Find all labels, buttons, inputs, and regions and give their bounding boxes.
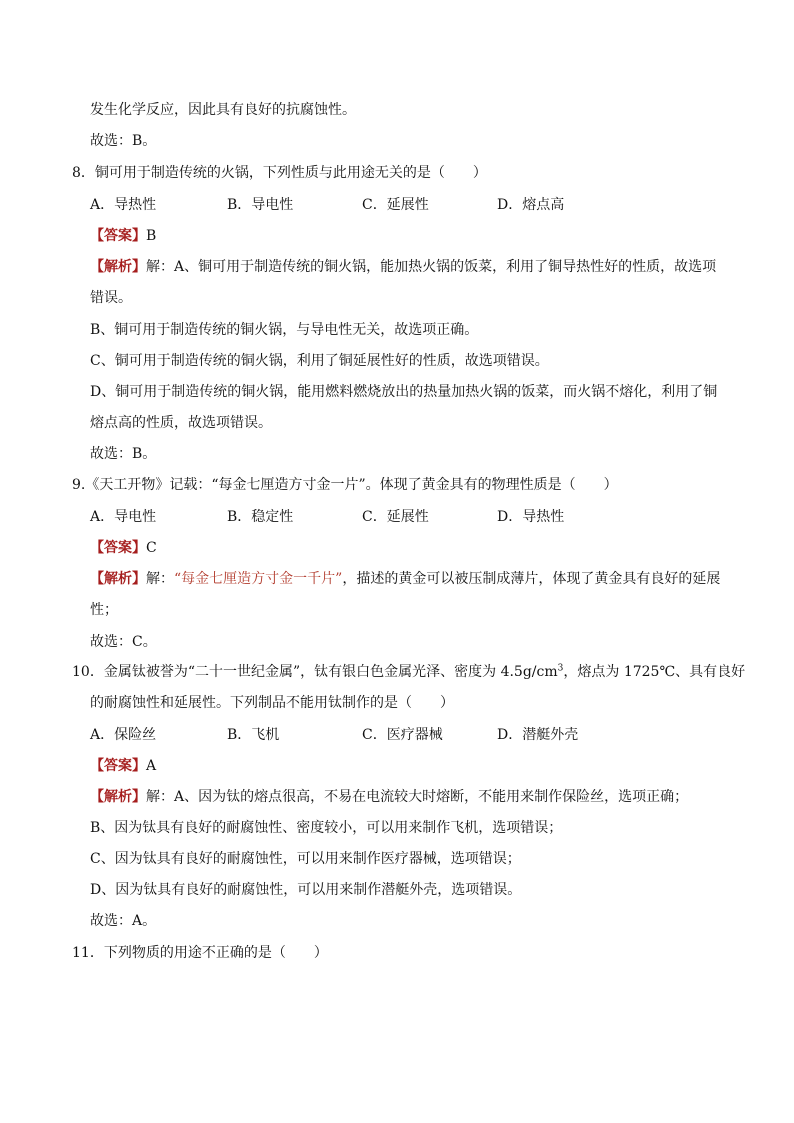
question-10-stem-line-2: 的耐腐蚀性和延展性。下列制品不能用钛制作的是（ ） [90,695,454,711]
q9-choice: 故选：C。 [90,634,157,650]
answer-tag: 【答案】 [90,758,146,774]
q10-answer [90,756,156,776]
q8-option-b: B．导电性 [227,197,294,213]
answer-value: C [146,540,157,556]
q8-analysis-line-1b: 错误。 [90,290,132,306]
q10-option-b: B．飞机 [227,727,280,743]
analysis-tag: 【解析】 [90,259,146,275]
q8-answer [90,226,156,246]
q10-analysis-line-2: B、因为钛具有良好的耐腐蚀性、密度较小，可以用来制作飞机，选项错误； [90,820,563,836]
q10-option-d: D．潜艇外壳 [497,727,579,743]
q9-option-d: D．导热性 [497,509,565,525]
question-9-stem: 9.《天工开物》记载：“每金七厘造方寸金一片”。体现了黄金具有的物理性质是（ ） [72,477,618,493]
question-8-stem: 8．铜可用于制造传统的火锅，下列性质与此用途无关的是（ ） [72,165,487,181]
q9-analysis-line-1 [90,569,720,589]
analysis-text: 解：A、因为钛的熔点很高，不易在电流较大时熔断，不能用来制作保险丝，选项正确； [146,789,689,805]
q10-option-c: C．医疗器械 [362,727,443,743]
q10-analysis-line-3: C、因为钛具有良好的耐腐蚀性，可以用来制作医疗器械，选项错误； [90,851,521,867]
q10-analysis-line-1 [90,787,688,807]
answer-value: A [146,758,157,774]
answer-tag: 【答案】 [90,228,146,244]
answer-value: B [146,228,157,244]
q8-analysis-line-4b: 熔点高的性质，故选项错误。 [90,415,272,431]
analysis-tag: 【解析】 [90,571,146,587]
continued-text: 发生化学反应，因此具有良好的抗腐蚀性。 [90,102,356,118]
q8-option-a: A．导热性 [90,197,157,213]
quoted-text: “每金七厘造方寸金一千片” [174,571,343,587]
superscript: 3 [557,663,564,674]
q8-option-c: C．延展性 [362,197,429,213]
q8-choice: 故选：B。 [90,446,157,462]
q9-answer [90,538,157,558]
q10-analysis-line-4: D、因为钛具有良好的耐腐蚀性，可以用来制作潜艇外壳，选项错误。 [90,882,522,898]
q8-analysis-line-1 [90,257,716,277]
stem-text: ，熔点为 1725℃、具有良好 [563,664,746,680]
q8-analysis-line-2: B、铜可用于制造传统的铜火锅，与导电性无关，故选项正确。 [90,322,479,338]
q10-choice: 故选：A。 [90,913,157,929]
answer-tag: 【答案】 [90,540,146,556]
analysis-tag: 【解析】 [90,789,146,805]
analysis-text: 解： [146,571,174,587]
q9-option-a: A．导电性 [90,509,157,525]
q10-option-a: A．保险丝 [90,727,157,743]
q9-analysis-line-1b: 性； [90,602,118,618]
q9-option-c: C．延展性 [362,509,429,525]
analysis-text: ，描述的黄金可以被压制成薄片，体现了黄金具有良好的延展 [342,571,721,587]
stem-text: 10．金属钛被誉为“二十一世纪金属”，钛有银白色金属光泽、密度为 4.5g/cm [72,664,558,680]
q8-option-d: D．熔点高 [497,197,565,213]
q9-option-b: B．稳定性 [227,509,294,525]
q8-analysis-line-4: D、铜可用于制造传统的铜火锅，能用燃料燃烧放出的热量加热火锅的饭菜，而火锅不熔化，利用了铜 [90,384,718,400]
question-10-stem-line-1 [72,662,745,682]
q8-analysis-line-3: C、铜可用于制造传统的铜火锅，利用了铜延展性好的性质，故选项错误。 [90,353,549,369]
previous-choice: 故选：B。 [90,133,157,149]
analysis-text: 解：A、铜可用于制造传统的铜火锅，能加热火锅的饭菜，利用了铜导热性好的性质，故选项 [146,259,717,275]
question-11-stem: 11．下列物质的用途不正确的是（ ） [72,945,328,961]
